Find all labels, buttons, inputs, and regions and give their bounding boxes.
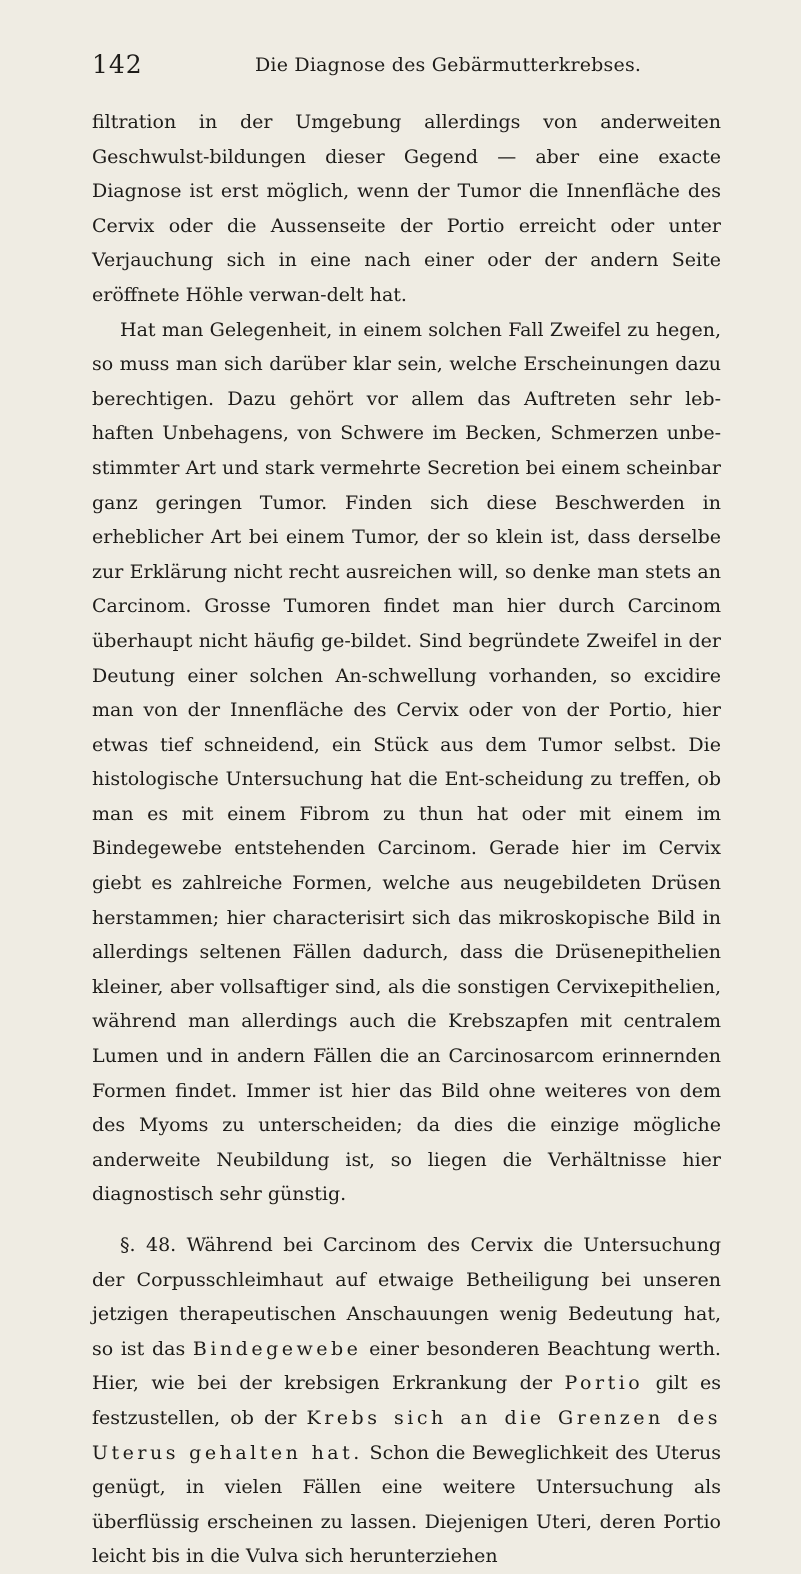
paragraph-3-mid-1: einer besonderen Beachtung werth. Hier, wie bei der krebsigen Erkrankung der: [92, 1337, 721, 1395]
running-header: [92, 52, 721, 88]
emphasis-portio: Portio: [564, 1372, 644, 1395]
header-title: Die Diagnose des Gebärmutterkrebses.: [255, 54, 642, 76]
paragraph-3-outro: Schon die Beweglichkeit des Uterus genügt, in vielen Fällen eine weitere Untersuchung als überflüssig erscheinen zu lassen. Diejenigen Uteri, deren Portio leicht bis in die Vulva sich herunterziehen: [92, 1441, 721, 1568]
paragraph-section-48: [92, 1228, 721, 1574]
paragraph-2: Hat man Gelegenheit, in einem solchen Fall Zweifel zu hegen, so muss man sich darüber klar sein, welche Erscheinungen dazu berechtigen. Dazu gehört vor allem das Auftreten sehr leb-haften Unbehagens, von Schwere im Becken, Schmerzen unbe-stimmter Art und stark vermehrte Secretion bei einem scheinbar ganz geringen Tumor. Finden sich diese Beschwerden in erheblicher Art bei einem Tumor, der so klein ist, dass derselbe zur Erklärung nicht recht ausreichen will, so denke man stets an Carcinom. Grosse Tumoren findet man hier durch Carcinom überhaupt nicht häufig ge-bildet. Sind begründete Zweifel in der Deutung einer solchen An-schwellung vorhanden, so excidire man von der Innenfläche des Cervix oder von der Portio, hier etwas tief schneidend, ein Stück aus dem Tumor selbst. Die histologische Untersuchung hat die Ent-scheidung zu treffen, ob man es mit einem Fibrom zu thun hat oder mit einem im Bindegewebe entstehenden Carcinom. Gerade hier im Cervix giebt es zahlreiche Formen, welche aus neugebildeten Drüsen herstammen; hier characterisirt sich das mikroskopische Bild in allerdings seltenen Fällen dadurch, dass die Drüsenepithelien kleiner, aber vollsaftiger sind, als die sonstigen Cervixepithelien, während man allerdings auch die Krebszapfen mit centralem Lumen und in andern Fällen die an Carcinosarcom erinnernden Formen findet. Immer ist hier das Bild ohne weiteres von dem des Myoms zu unterscheiden; da dies die einzige mögliche anderweite Neubildung ist, so liegen die Verhältnisse hier diagnostisch sehr günstig.: [92, 318, 721, 1206]
paragraph-3-mid-2: gilt es festzustellen, ob der: [92, 1372, 721, 1429]
emphasis-krebs-grenzen: Krebs sich an die Grenzen des Uterus gehalten hat.: [92, 1406, 721, 1464]
emphasis-bindegewebe: Bindegewebe: [192, 1337, 362, 1360]
paragraph-1: filtration in der Umgebung allerdings von anderweiten Geschwulst-bildungen dieser Gegend — aber eine exacte Diagnose ist erst möglich, wenn der Tumor die Innenfläche des Cervix oder die Aussenseite der Portio erreicht oder unter Verjauchung sich in eine nach einer oder der andern Seite eröffnete Höhle verwan-delt hat.: [92, 111, 721, 306]
body-text: [92, 105, 721, 1574]
page-number: 142: [92, 50, 143, 79]
paragraph-3-intro: §. 48. Während bei Carcinom des Cervix die Untersuchung der Corpusschleimhaut auf etwaige Betheiligung bei unseren jetzigen therapeutischen Anschauungen wenig Bedeutung hat, so ist das: [92, 1234, 721, 1360]
